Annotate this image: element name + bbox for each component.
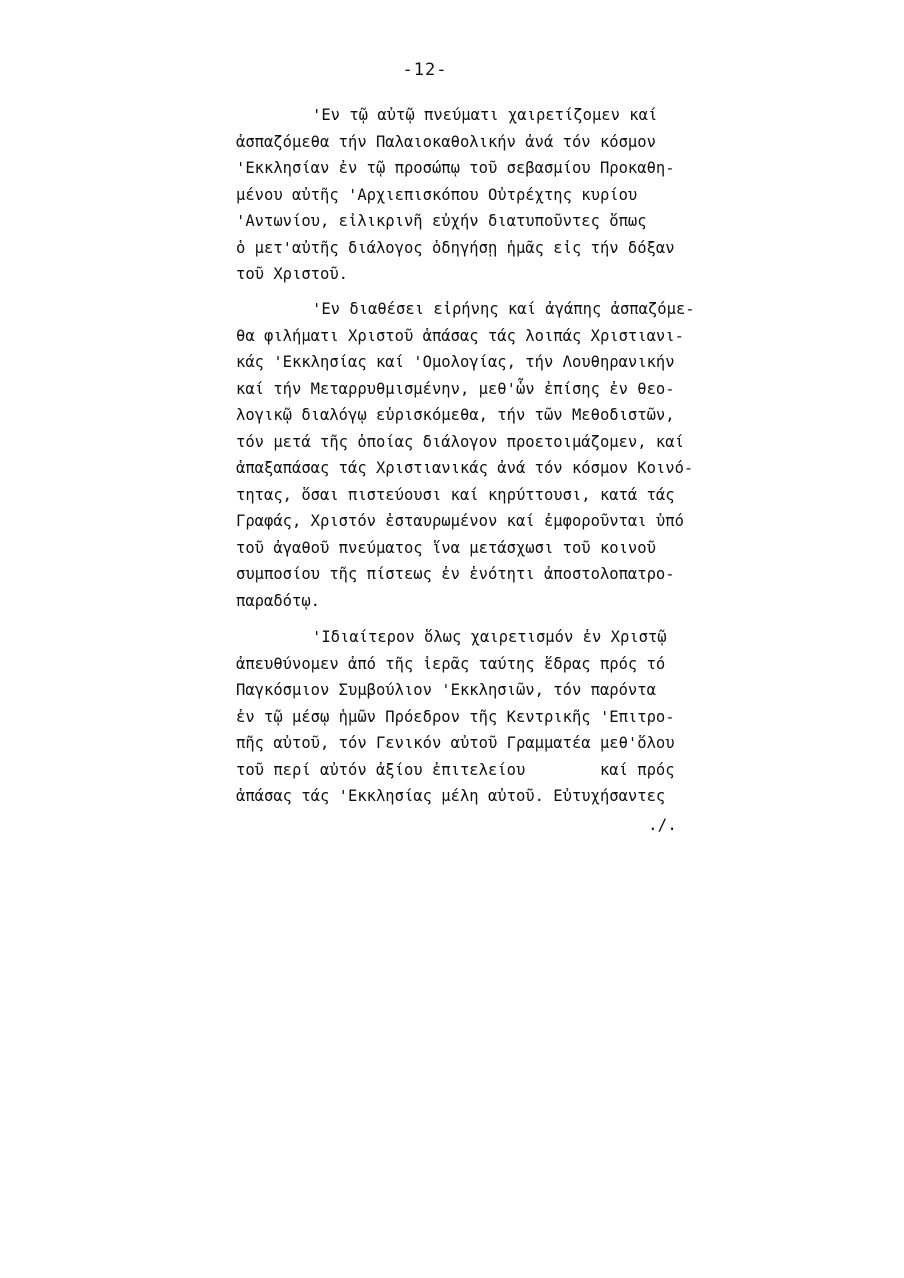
text-line: κάς 'Εκκλησίας καί 'Ομολογίας, τήν Λουθηρανικήν xyxy=(236,353,675,371)
text-line: τητας, ὅσαι πιστεύουσι καί κηρύττουσι, κατά τάς xyxy=(236,485,675,504)
paragraph-greeting-christian-churches xyxy=(236,296,748,614)
text-line: Παγκόσμιον Συμβούλιον 'Εκκλησιῶν, τόν παρόντα xyxy=(236,681,656,699)
text-line: ἁπαξαπάσας τάς Χριστιανικάς ἀνά τόν κόσμον Κοινό- xyxy=(236,459,694,477)
continuation-mark: ./. xyxy=(648,815,677,834)
text-line: τοῦ Χριστοῦ. xyxy=(236,265,348,283)
paragraph-greeting-old-catholic xyxy=(236,102,748,288)
text-line: συμποσίου τῆς πίστεως ἐν ἑνότητι ἀποστολοπατρο- xyxy=(236,565,675,583)
paragraph-greeting-world-council xyxy=(236,624,748,810)
text-line: ἀπευθύνομεν ἀπό τῆς ἱερᾶς ταύτης ἕδρας πρός τό xyxy=(236,654,666,673)
text-line: ἀσπαζόμεθα τήν Παλαιοκαθολικήν ἀνά τόν κόσμον xyxy=(236,132,656,151)
text-line: καί τήν Μεταρρυθμισμένην, μεθ'ὧν ἐπίσης ἐν θεο- xyxy=(236,379,675,398)
text-line: θα φιλήματι Χριστοῦ ἁπάσας τάς λοιπάς Χριστιανι- xyxy=(236,326,684,345)
text-line: λογικῷ διαλόγῳ εὑρισκόμεθα, τήν τῶν Μεθοδιστῶν, xyxy=(236,406,675,424)
text-line: πῆς αὐτοῦ, τόν Γενικόν αὐτοῦ Γραμματέα μεθ'ὅλου xyxy=(236,734,675,752)
text-line: τοῦ περί αὐτόν ἀξίου ἐπιτελείου καί πρός xyxy=(236,760,675,779)
text-line: παραδότῳ. xyxy=(236,591,320,610)
text-line: μένου αὐτῆς 'Αρχιεπισκόπου Οὐτρέχτης κυρίου xyxy=(236,185,638,204)
page-number: -12- xyxy=(402,60,448,80)
text-line: 'Εν διαθέσει εἰρήνης καί ἀγάπης ἀσπαζόμε- xyxy=(312,300,695,318)
text-line: τόν μετά τῆς ὁποίας διάλογον προετοιμάζομεν, καί xyxy=(236,432,684,451)
text-line: 'Αντωνίου, εἰλικρινῆ εὐχήν διατυποῦντες ὅπως xyxy=(236,212,647,230)
text-line: ἁπάσας τάς 'Εκκλησίας μέλη αὐτοῦ. Εὐτυχήσαντες xyxy=(236,787,666,805)
text-line: Γραφάς, Χριστόν ἐσταυρωμένον καί ἐμφοροῦνται ὑπό xyxy=(236,512,684,530)
text-line: 'Εκκλησίαν ἐν τῷ προσώπῳ τοῦ σεβασμίου Προκαθη- xyxy=(236,159,675,177)
text-line: 'Εν τῷ αὐτῷ πνεύματι χαιρετίζομεν καί xyxy=(312,106,658,124)
text-line: 'Ιδιαίτερον ὅλως χαιρετισμόν ἐν Χριστῷ xyxy=(312,628,667,646)
text-line: ἐν τῷ μέσῳ ἡμῶν Πρόεδρον τῆς Κεντρικῆς 'Επιτρο- xyxy=(236,707,675,726)
text-line: τοῦ ἀγαθοῦ πνεύματος ἵνα μετάσχωσι τοῦ κοινοῦ xyxy=(236,538,656,557)
text-line: ὁ μετ'αὐτῆς διάλογος ὁδηγήσῃ ἡμᾶς εἰς τήν δόξαν xyxy=(236,238,675,257)
